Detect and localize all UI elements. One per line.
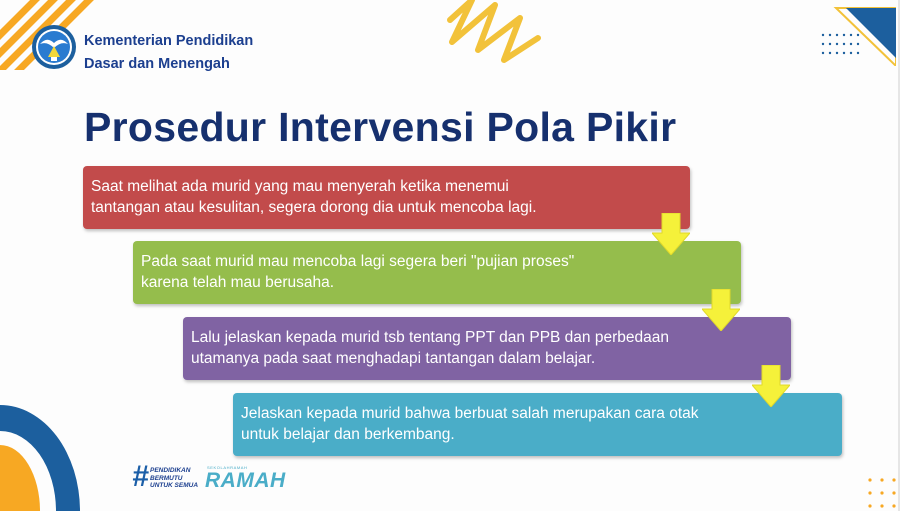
dot-grid-decoration	[820, 32, 868, 60]
ministry-name	[84, 30, 253, 76]
hashtag-text	[150, 467, 198, 490]
tut-wuri-handayani-logo-icon	[31, 24, 77, 70]
ministry-name-line1: Kementerian Pendidikan	[84, 33, 254, 49]
hashtag-line1: PENDIDIKAN	[150, 467, 191, 474]
yellow-squiggle-decoration	[420, 0, 570, 75]
step-2-line2: karena telah mau berusaha.	[141, 274, 335, 291]
step-3-line2: utamanya pada saat menghadapi tantangan dalam belajar.	[191, 350, 596, 367]
step-2-line1: Pada saat murid mau mencoba lagi segera beri "pujian proses"	[141, 253, 575, 270]
orange-dot-grid-decoration	[866, 476, 900, 511]
procedure-step-3	[183, 317, 791, 380]
blue-arc-decoration	[0, 405, 80, 511]
hashtag-line2: BERMUTU	[150, 474, 183, 482]
step-4-line2: untuk belajar dan berkembang.	[241, 426, 455, 443]
step-1-line2: tantangan atau kesulitan, segera dorong dia untuk mencoba lagi.	[91, 199, 537, 216]
slide-title: Prosedur Intervensi Pola Pikir	[84, 104, 677, 150]
pendidikan-bermutu-logo	[132, 460, 202, 494]
hashtag-icon: #	[132, 460, 149, 493]
down-arrow-icon	[702, 289, 740, 331]
down-arrow-icon	[752, 365, 790, 407]
ramah-logo	[205, 463, 286, 493]
step-3-line1: Lalu jelaskan kepada murid tsb tentang PPT dan PPB dan perbedaan	[191, 329, 669, 346]
ramah-tagline: SEKOLAHRAMAH	[207, 465, 248, 470]
ramah-wordmark: RAMAH	[205, 469, 286, 492]
procedure-step-2	[133, 241, 741, 304]
ministry-name-line2: Dasar dan Menengah	[84, 56, 230, 72]
procedure-step-1	[83, 166, 690, 229]
hashtag-line3: UNTUK SEMUA	[150, 482, 199, 489]
step-1-line1: Saat melihat ada murid yang mau menyerah ketika menemui	[91, 178, 509, 195]
procedure-step-4	[233, 393, 842, 456]
step-4-line1: Jelaskan kepada murid bahwa berbuat salah merupakan cara otak	[241, 405, 699, 422]
down-arrow-icon	[652, 213, 690, 255]
